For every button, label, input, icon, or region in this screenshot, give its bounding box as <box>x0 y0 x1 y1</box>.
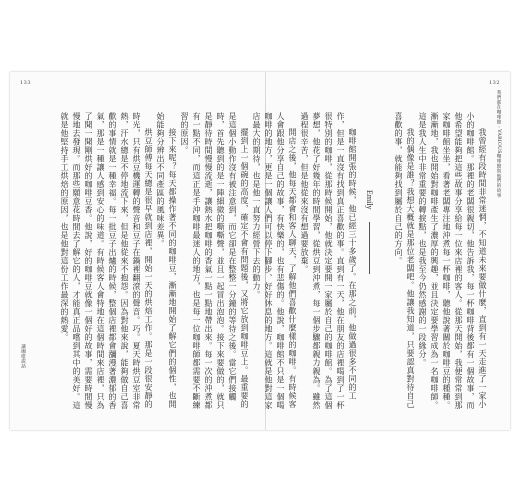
left-paragraph-3: 烘豆師傅每天總是很早就到店裡，開始一天的烘焙工作。那是一段很安靜的時光，只有烘豆機運轉的聲音和豆子在鍋裡翻滾的聲音。巧。夏天時烘豆室非常熱，汗水總是不停地流下來，但是他從來不抱怨。因為對他來說，能夠做自己喜歡的事情就是一種幸福。每一批豆子出爐的時候，整個店裡都會瀰漫著濃郁的香氣，那是一種讓人感到安心的味道。有時候客人會特地在這個時間來店裡，只為了聞一聞剛烘好的咖啡豆香。他說，好的咖啡豆就像一個好的故事，需要時間慢慢地去發現。而那些願意花時間去了解它的人，才能真正品嚐到其中的美好。這就是他堅持手工烘焙的原因，也是他對這份工作最深的熱愛。 <box>60 112 153 410</box>
right-header-title: 我們都在咖啡館・VARIOUS咖啡館與他們的故事 <box>496 90 501 198</box>
right-page-body-bottom <box>252 112 358 412</box>
left-paragraph-1: 擺到上一個碗的高度，確定不會有問題後，又將它放到咖啡豆上。最重要的是這個小動作沒有被注意到，而它卻是在整整一分鐘的等待之後。當它們接觸時，首先聽到的是一陣細微的嘶嘶聲，並且一起冒出泡泡。接下來要做的，就只是靜待時間慢慢流逝，讓熱水把咖啡的香氣一點一點地帶出來。每一次的沖煮都有一點不同，而這正是手沖咖啡最迷人的地方，也是每一位咖啡師都需要不斷練習的原因。 <box>180 112 249 410</box>
left-paragraph-2: 接下來呢？每天都操作著不同的咖啡豆，漸漸地開始了解它們的個性，也開始能夠分辨出不同產區的風味差異。 <box>156 112 177 409</box>
left-footer-title: 讓咖啡說話 <box>20 344 26 369</box>
section-rule <box>369 222 370 274</box>
left-page-number: 133 <box>20 80 32 86</box>
right-paragraph-1: 我曾經有段時間非常迷惘，不知道未來要做什麼，直到有一天走進了一家小小的咖啡館。那裡的老闆很親切，他告訴我，每一杯咖啡背後都有一個故事，而他希望能夠把這些故事分享給每一位來店裡的客人。從那天開始，我便常常到那家咖啡館坐坐，看著老闆專注地沖煮每一杯咖啡，聽他說著關於咖啡豆的種種。漸漸地，我也開始對咖啡產生了濃厚的興趣，並且決定要學習成為一名咖啡師。這是我人生中非常重要的轉捩點，也是我至今仍然感謝的一段緣分。 <box>418 112 487 410</box>
section-name-emily: Emily <box>365 190 374 210</box>
right-paragraph-2: 我的偶像是誰？我想大概就是那位老闆吧。他讓我知道，只要認真對待自己喜歡的事，就能夠找到屬於自己的方向。 <box>394 112 415 409</box>
right-page-body-top <box>392 112 488 412</box>
right-paragraph-4: 開店之後，他每天都會和客人聊天，了解他們喜歡什麼樣的咖啡。有時候客人會跟他分享自己的故事，有快樂的，也有悲傷的。他說，咖啡館不只是一個喝咖啡的地方，更是一個讓人們可以停下腳步、好好休息的地方。這就是他對這家店最大的期待，也是他一直努力經營下去的動力。 <box>252 112 297 410</box>
left-page-body <box>50 112 250 412</box>
book-spread <box>10 72 510 430</box>
right-page-number: 132 <box>488 80 500 86</box>
right-paragraph-3: 咖啡館開張的時候，他已經三十多歲了。在那之前，他做過很多不同的工作，但是一直沒有找到真正喜歡的事。直到有一天，他在朋友的店裡喝到了一杯很特別的咖啡，從那時候開始，他就決定要開一家屬於自己的咖啡館。為了這個夢想，他花了好幾年的時間學習，從烘豆到沖煮，每一個步驟都親力親為。雖然過程很辛苦，但是他從來沒有想過要放棄。 <box>300 112 357 410</box>
